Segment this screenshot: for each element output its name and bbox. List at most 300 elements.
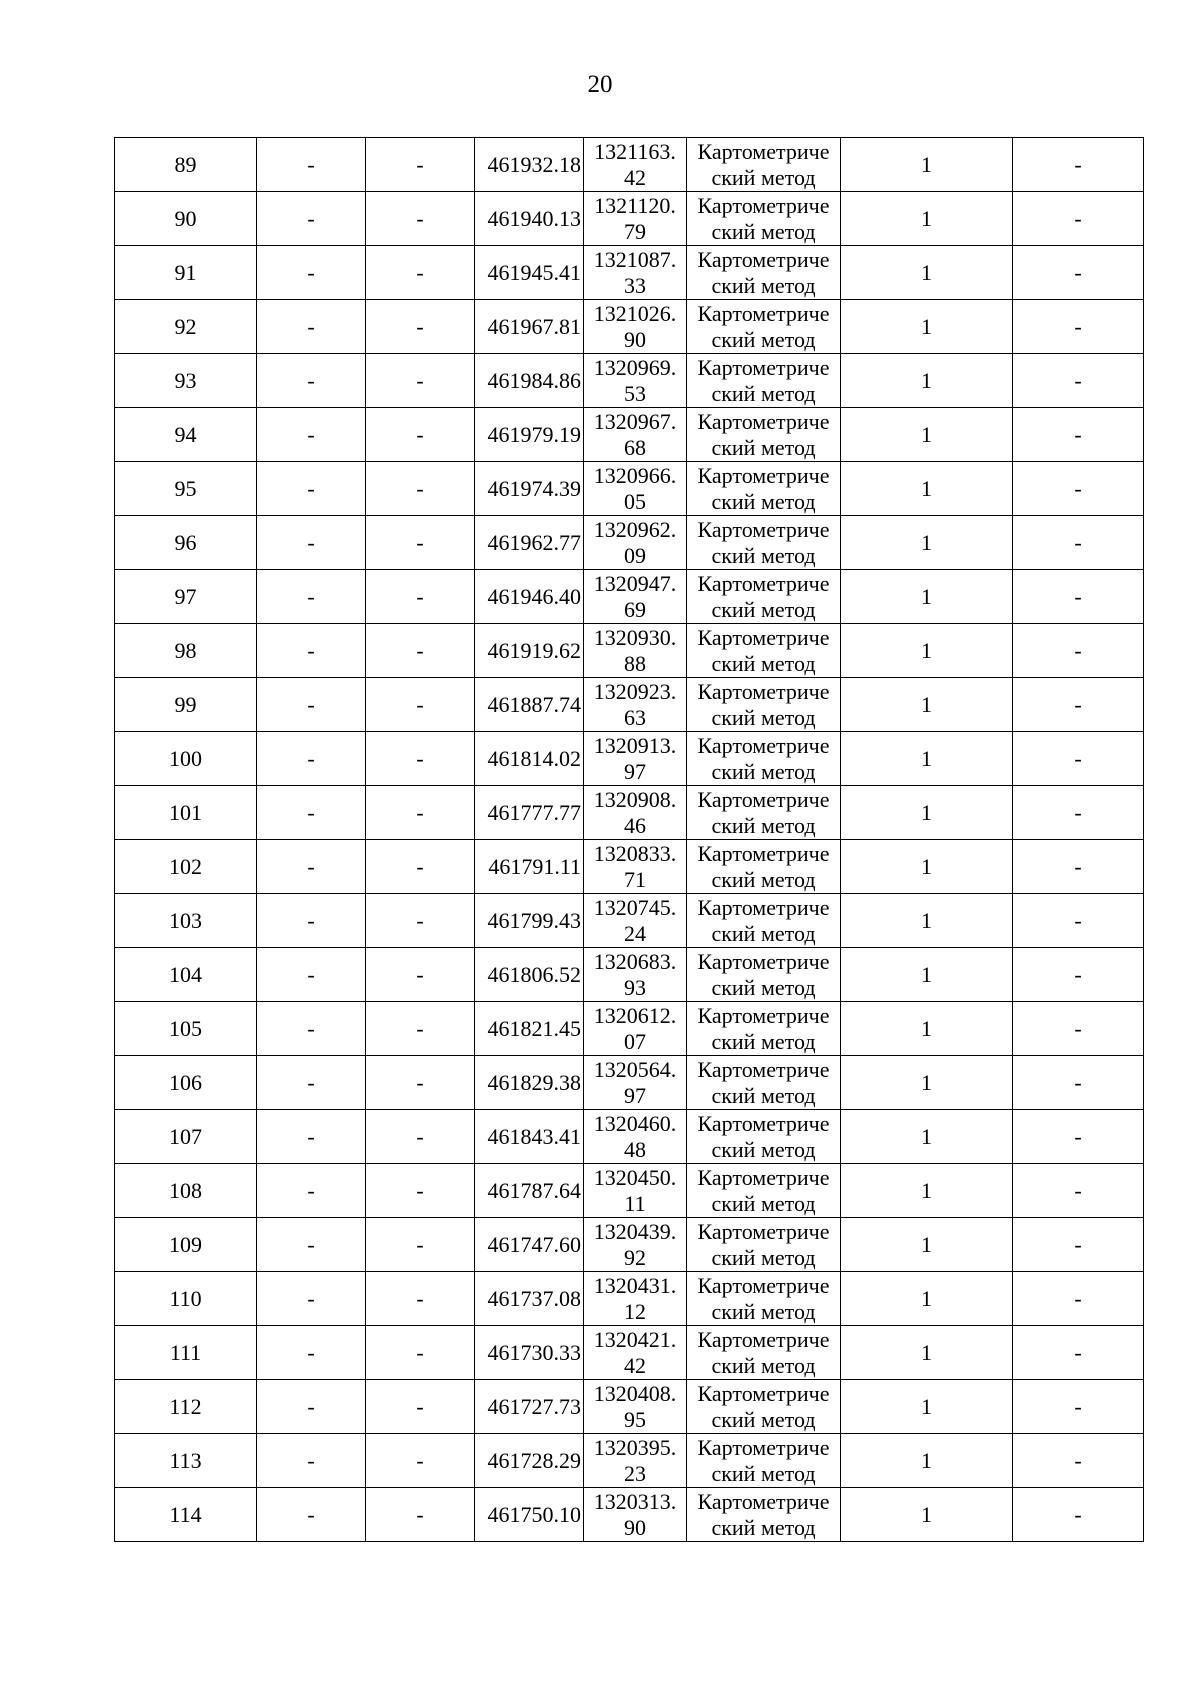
accuracy-cell: 1	[841, 1488, 1013, 1542]
empty-cell-b: -	[366, 246, 475, 300]
y-coordinate-cell	[584, 1002, 687, 1056]
y-coordinate-cell-line-2: 97	[624, 758, 646, 784]
empty-cell-b: -	[366, 570, 475, 624]
empty-cell-b: -	[366, 1380, 475, 1434]
y-coordinate-cell	[584, 462, 687, 516]
x-coordinate-cell: 461787.64	[475, 1164, 584, 1218]
method-cell-line-1: Картометриче	[697, 840, 830, 866]
empty-cell-a: -	[257, 894, 366, 948]
empty-cell-b: -	[366, 678, 475, 732]
method-cell-line-1: Картометриче	[697, 1164, 830, 1190]
x-coordinate-cell: 461946.40	[475, 570, 584, 624]
method-cell-line-2: ский метод	[711, 434, 816, 460]
y-coordinate-cell	[584, 1110, 687, 1164]
y-coordinate-cell-line-2: 53	[624, 380, 646, 406]
last-column-cell: -	[1013, 138, 1144, 192]
method-cell	[687, 1272, 841, 1326]
y-coordinate-cell-line-2: 09	[624, 542, 646, 568]
empty-cell-a: -	[257, 570, 366, 624]
table-row	[115, 948, 1144, 1002]
method-cell-line-2: ский метод	[711, 272, 816, 298]
empty-cell-a: -	[257, 1002, 366, 1056]
y-coordinate-cell	[584, 1488, 687, 1542]
method-cell-line-1: Картометриче	[697, 408, 830, 434]
table-row	[115, 1380, 1144, 1434]
y-coordinate-cell-line-1: 1320913.	[593, 732, 677, 758]
x-coordinate-cell: 461750.10	[475, 1488, 584, 1542]
y-coordinate-cell-line-1: 1321120.	[594, 192, 676, 218]
y-coordinate-cell-line-2: 42	[624, 1352, 646, 1378]
x-coordinate-cell: 461984.86	[475, 354, 584, 408]
method-cell-line-2: ский метод	[711, 812, 816, 838]
y-coordinate-cell-line-2: 42	[624, 164, 646, 190]
method-cell	[687, 1164, 841, 1218]
empty-cell-b: -	[366, 192, 475, 246]
method-cell	[687, 786, 841, 840]
y-coordinate-cell-line-2: 24	[624, 920, 646, 946]
y-coordinate-cell	[584, 624, 687, 678]
empty-cell-b: -	[366, 138, 475, 192]
empty-cell-a: -	[257, 786, 366, 840]
y-coordinate-cell	[584, 1272, 687, 1326]
y-coordinate-cell-line-2: 79	[624, 218, 646, 244]
accuracy-cell: 1	[841, 1164, 1013, 1218]
method-cell-line-2: ский метод	[711, 1136, 816, 1162]
last-column-cell: -	[1013, 1488, 1144, 1542]
accuracy-cell: 1	[841, 678, 1013, 732]
y-coordinate-cell-line-1: 1321087.	[593, 246, 677, 272]
method-cell-line-1: Картометриче	[697, 1380, 830, 1406]
accuracy-cell: 1	[841, 516, 1013, 570]
method-cell	[687, 1002, 841, 1056]
y-coordinate-cell	[584, 1326, 687, 1380]
x-coordinate-cell: 461747.60	[475, 1218, 584, 1272]
accuracy-cell: 1	[841, 1218, 1013, 1272]
accuracy-cell: 1	[841, 1380, 1013, 1434]
y-coordinate-cell-line-1: 1320421.	[593, 1326, 677, 1352]
empty-cell-b: -	[366, 1164, 475, 1218]
y-coordinate-cell	[584, 1164, 687, 1218]
x-coordinate-cell: 461887.74	[475, 678, 584, 732]
y-coordinate-cell-line-1: 1320947.	[593, 570, 677, 596]
y-coordinate-cell-line-2: 05	[624, 488, 646, 514]
point-number-cell: 103	[115, 894, 257, 948]
last-column-cell: -	[1013, 408, 1144, 462]
y-coordinate-cell-line-1: 1320408.	[593, 1380, 677, 1406]
empty-cell-b: -	[366, 840, 475, 894]
point-number-cell: 95	[115, 462, 257, 516]
y-coordinate-cell-line-1: 1320439.	[593, 1218, 677, 1244]
x-coordinate-cell: 461791.11	[475, 840, 584, 894]
method-cell	[687, 516, 841, 570]
point-number-cell: 111	[115, 1326, 257, 1380]
method-cell-line-1: Картометриче	[697, 246, 830, 272]
point-number-cell: 92	[115, 300, 257, 354]
empty-cell-a: -	[257, 246, 366, 300]
accuracy-cell: 1	[841, 1326, 1013, 1380]
y-coordinate-cell-line-2: 48	[624, 1136, 646, 1162]
accuracy-cell: 1	[841, 624, 1013, 678]
accuracy-cell: 1	[841, 732, 1013, 786]
y-coordinate-cell-line-2: 97	[624, 1082, 646, 1108]
table-row	[115, 462, 1144, 516]
point-number-cell: 97	[115, 570, 257, 624]
accuracy-cell: 1	[841, 570, 1013, 624]
empty-cell-a: -	[257, 300, 366, 354]
empty-cell-b: -	[366, 354, 475, 408]
x-coordinate-cell: 461945.41	[475, 246, 584, 300]
last-column-cell: -	[1013, 354, 1144, 408]
method-cell-line-1: Картометриче	[697, 1002, 830, 1028]
empty-cell-a: -	[257, 1164, 366, 1218]
point-number-cell: 99	[115, 678, 257, 732]
method-cell-line-1: Картометриче	[697, 354, 830, 380]
method-cell-line-1: Картометриче	[697, 678, 830, 704]
empty-cell-b: -	[366, 1434, 475, 1488]
point-number-cell: 98	[115, 624, 257, 678]
y-coordinate-cell-line-1: 1320833.	[593, 840, 677, 866]
empty-cell-b: -	[366, 948, 475, 1002]
x-coordinate-cell: 461799.43	[475, 894, 584, 948]
method-cell-line-2: ский метод	[711, 1352, 816, 1378]
method-cell-line-2: ский метод	[711, 1298, 816, 1324]
last-column-cell: -	[1013, 624, 1144, 678]
method-cell-line-1: Картометриче	[697, 1326, 830, 1352]
empty-cell-a: -	[257, 1488, 366, 1542]
coordinates-table	[114, 137, 1144, 1542]
y-coordinate-cell	[584, 192, 687, 246]
empty-cell-a: -	[257, 624, 366, 678]
accuracy-cell: 1	[841, 192, 1013, 246]
y-coordinate-cell-line-2: 88	[624, 650, 646, 676]
empty-cell-a: -	[257, 192, 366, 246]
empty-cell-a: -	[257, 1056, 366, 1110]
empty-cell-a: -	[257, 516, 366, 570]
empty-cell-a: -	[257, 408, 366, 462]
method-cell-line-1: Картометриче	[697, 1110, 830, 1136]
accuracy-cell: 1	[841, 840, 1013, 894]
x-coordinate-cell: 461814.02	[475, 732, 584, 786]
empty-cell-b: -	[366, 1110, 475, 1164]
method-cell-line-2: ский метод	[711, 866, 816, 892]
empty-cell-b: -	[366, 462, 475, 516]
last-column-cell: -	[1013, 1380, 1144, 1434]
last-column-cell: -	[1013, 1326, 1144, 1380]
empty-cell-a: -	[257, 678, 366, 732]
point-number-cell: 114	[115, 1488, 257, 1542]
x-coordinate-cell: 461821.45	[475, 1002, 584, 1056]
point-number-cell: 109	[115, 1218, 257, 1272]
y-coordinate-cell	[584, 1056, 687, 1110]
y-coordinate-cell-line-2: 90	[624, 1514, 646, 1540]
method-cell-line-2: ский метод	[711, 1244, 816, 1270]
last-column-cell: -	[1013, 300, 1144, 354]
last-column-cell: -	[1013, 1272, 1144, 1326]
method-cell-line-2: ский метод	[711, 1460, 816, 1486]
y-coordinate-cell	[584, 408, 687, 462]
point-number-cell: 90	[115, 192, 257, 246]
accuracy-cell: 1	[841, 138, 1013, 192]
table-row	[115, 1488, 1144, 1542]
method-cell	[687, 354, 841, 408]
accuracy-cell: 1	[841, 948, 1013, 1002]
x-coordinate-cell: 461940.13	[475, 192, 584, 246]
method-cell	[687, 732, 841, 786]
x-coordinate-cell: 461806.52	[475, 948, 584, 1002]
x-coordinate-cell: 461919.62	[475, 624, 584, 678]
accuracy-cell: 1	[841, 300, 1013, 354]
y-coordinate-cell-line-1: 1320930.	[593, 624, 677, 650]
y-coordinate-cell	[584, 1380, 687, 1434]
y-coordinate-cell-line-1: 1320969.	[593, 354, 677, 380]
point-number-cell: 112	[115, 1380, 257, 1434]
table-row	[115, 300, 1144, 354]
empty-cell-a: -	[257, 948, 366, 1002]
accuracy-cell: 1	[841, 354, 1013, 408]
method-cell-line-2: ский метод	[711, 380, 816, 406]
y-coordinate-cell	[584, 516, 687, 570]
y-coordinate-cell-line-1: 1320745.	[593, 894, 677, 920]
table-row	[115, 1218, 1144, 1272]
point-number-cell: 89	[115, 138, 257, 192]
last-column-cell: -	[1013, 894, 1144, 948]
y-coordinate-cell-line-1: 1320395.	[593, 1434, 677, 1460]
method-cell-line-1: Картометриче	[697, 1056, 830, 1082]
accuracy-cell: 1	[841, 1056, 1013, 1110]
point-number-cell: 91	[115, 246, 257, 300]
method-cell	[687, 1326, 841, 1380]
table-row	[115, 192, 1144, 246]
last-column-cell: -	[1013, 732, 1144, 786]
y-coordinate-cell-line-2: 95	[624, 1406, 646, 1432]
empty-cell-a: -	[257, 462, 366, 516]
method-cell	[687, 1488, 841, 1542]
x-coordinate-cell: 461962.77	[475, 516, 584, 570]
method-cell-line-1: Картометриче	[697, 192, 830, 218]
method-cell-line-2: ский метод	[711, 218, 816, 244]
point-number-cell: 107	[115, 1110, 257, 1164]
last-column-cell: -	[1013, 462, 1144, 516]
x-coordinate-cell: 461777.77	[475, 786, 584, 840]
last-column-cell: -	[1013, 192, 1144, 246]
y-coordinate-cell-line-2: 71	[624, 866, 646, 892]
method-cell-line-1: Картометриче	[697, 1218, 830, 1244]
last-column-cell: -	[1013, 1434, 1144, 1488]
method-cell-line-1: Картометриче	[697, 570, 830, 596]
table-row	[115, 624, 1144, 678]
y-coordinate-cell-line-1: 1320908.	[593, 786, 677, 812]
method-cell-line-1: Картометриче	[697, 462, 830, 488]
table-row	[115, 840, 1144, 894]
method-cell	[687, 840, 841, 894]
y-coordinate-cell	[584, 948, 687, 1002]
y-coordinate-cell-line-2: 93	[624, 974, 646, 1000]
accuracy-cell: 1	[841, 786, 1013, 840]
empty-cell-b: -	[366, 516, 475, 570]
y-coordinate-cell-line-1: 1320962.	[593, 516, 677, 542]
y-coordinate-cell	[584, 1434, 687, 1488]
x-coordinate-cell: 461979.19	[475, 408, 584, 462]
point-number-cell: 101	[115, 786, 257, 840]
table-row	[115, 138, 1144, 192]
method-cell-line-2: ский метод	[711, 1082, 816, 1108]
empty-cell-b: -	[366, 408, 475, 462]
y-coordinate-cell-line-1: 1320450.	[593, 1164, 677, 1190]
last-column-cell: -	[1013, 1056, 1144, 1110]
x-coordinate-cell: 461967.81	[475, 300, 584, 354]
y-coordinate-cell-line-1: 1320923.	[593, 678, 677, 704]
method-cell	[687, 678, 841, 732]
y-coordinate-cell	[584, 570, 687, 624]
empty-cell-b: -	[366, 786, 475, 840]
table-row	[115, 894, 1144, 948]
method-cell	[687, 246, 841, 300]
y-coordinate-cell-line-2: 69	[624, 596, 646, 622]
last-column-cell: -	[1013, 786, 1144, 840]
point-number-cell: 110	[115, 1272, 257, 1326]
y-coordinate-cell	[584, 678, 687, 732]
x-coordinate-cell: 461932.18	[475, 138, 584, 192]
last-column-cell: -	[1013, 570, 1144, 624]
table-row	[115, 408, 1144, 462]
page-number: 20	[587, 71, 613, 98]
y-coordinate-cell	[584, 786, 687, 840]
empty-cell-a: -	[257, 138, 366, 192]
empty-cell-a: -	[257, 732, 366, 786]
method-cell-line-1: Картометриче	[697, 516, 830, 542]
method-cell	[687, 1056, 841, 1110]
accuracy-cell: 1	[841, 1110, 1013, 1164]
method-cell-line-1: Картометриче	[697, 732, 830, 758]
empty-cell-a: -	[257, 1380, 366, 1434]
method-cell-line-2: ский метод	[711, 1406, 816, 1432]
table-row	[115, 678, 1144, 732]
table-row	[115, 1434, 1144, 1488]
accuracy-cell: 1	[841, 462, 1013, 516]
method-cell-line-1: Картометриче	[697, 138, 830, 164]
last-column-cell: -	[1013, 1218, 1144, 1272]
y-coordinate-cell-line-2: 92	[624, 1244, 646, 1270]
x-coordinate-cell: 461974.39	[475, 462, 584, 516]
empty-cell-a: -	[257, 840, 366, 894]
method-cell-line-2: ский метод	[711, 326, 816, 352]
method-cell	[687, 1434, 841, 1488]
last-column-cell: -	[1013, 1110, 1144, 1164]
accuracy-cell: 1	[841, 408, 1013, 462]
empty-cell-b: -	[366, 1272, 475, 1326]
table-row	[115, 732, 1144, 786]
method-cell	[687, 192, 841, 246]
last-column-cell: -	[1013, 678, 1144, 732]
y-coordinate-cell-line-1: 1320460.	[593, 1110, 677, 1136]
table-row	[115, 516, 1144, 570]
method-cell-line-2: ский метод	[711, 1514, 816, 1540]
y-coordinate-cell	[584, 894, 687, 948]
method-cell	[687, 300, 841, 354]
x-coordinate-cell: 461727.73	[475, 1380, 584, 1434]
method-cell	[687, 570, 841, 624]
x-coordinate-cell: 461728.29	[475, 1434, 584, 1488]
method-cell-line-1: Картометриче	[697, 894, 830, 920]
accuracy-cell: 1	[841, 1434, 1013, 1488]
accuracy-cell: 1	[841, 1272, 1013, 1326]
method-cell-line-1: Картометриче	[697, 1488, 830, 1514]
method-cell	[687, 462, 841, 516]
y-coordinate-cell-line-2: 63	[624, 704, 646, 730]
y-coordinate-cell-line-2: 12	[624, 1298, 646, 1324]
method-cell-line-1: Картометриче	[697, 1272, 830, 1298]
table-row	[115, 1110, 1144, 1164]
y-coordinate-cell-line-2: 33	[624, 272, 646, 298]
empty-cell-b: -	[366, 732, 475, 786]
y-coordinate-cell-line-1: 1320967.	[593, 408, 677, 434]
empty-cell-a: -	[257, 1326, 366, 1380]
y-coordinate-cell-line-1: 1320564.	[593, 1056, 677, 1082]
method-cell-line-2: ский метод	[711, 704, 816, 730]
y-coordinate-cell-line-2: 46	[624, 812, 646, 838]
method-cell	[687, 624, 841, 678]
y-coordinate-cell-line-1: 1320313.	[593, 1488, 677, 1514]
table-row	[115, 1056, 1144, 1110]
y-coordinate-cell-line-2: 68	[624, 434, 646, 460]
point-number-cell: 93	[115, 354, 257, 408]
table-row	[115, 354, 1144, 408]
y-coordinate-cell-line-1: 1321026.	[593, 300, 677, 326]
y-coordinate-cell	[584, 1218, 687, 1272]
table-row	[115, 1326, 1144, 1380]
empty-cell-a: -	[257, 1110, 366, 1164]
last-column-cell: -	[1013, 246, 1144, 300]
y-coordinate-cell-line-2: 07	[624, 1028, 646, 1054]
accuracy-cell: 1	[841, 894, 1013, 948]
method-cell-line-2: ский метод	[711, 1190, 816, 1216]
method-cell-line-2: ский метод	[711, 974, 816, 1000]
y-coordinate-cell-line-2: 11	[624, 1190, 646, 1216]
point-number-cell: 102	[115, 840, 257, 894]
table-row	[115, 1164, 1144, 1218]
method-cell	[687, 1218, 841, 1272]
accuracy-cell: 1	[841, 1002, 1013, 1056]
x-coordinate-cell: 461737.08	[475, 1272, 584, 1326]
method-cell-line-2: ский метод	[711, 164, 816, 190]
y-coordinate-cell	[584, 300, 687, 354]
accuracy-cell: 1	[841, 246, 1013, 300]
empty-cell-a: -	[257, 1218, 366, 1272]
y-coordinate-cell	[584, 138, 687, 192]
method-cell-line-1: Картометриче	[697, 1434, 830, 1460]
x-coordinate-cell: 461730.33	[475, 1326, 584, 1380]
empty-cell-b: -	[366, 1056, 475, 1110]
y-coordinate-cell-line-2: 90	[624, 326, 646, 352]
empty-cell-b: -	[366, 1326, 475, 1380]
method-cell	[687, 408, 841, 462]
method-cell-line-1: Картометриче	[697, 624, 830, 650]
empty-cell-a: -	[257, 354, 366, 408]
method-cell-line-2: ский метод	[711, 650, 816, 676]
empty-cell-b: -	[366, 300, 475, 354]
last-column-cell: -	[1013, 948, 1144, 1002]
empty-cell-a: -	[257, 1434, 366, 1488]
method-cell-line-2: ский метод	[711, 758, 816, 784]
empty-cell-b: -	[366, 1002, 475, 1056]
point-number-cell: 113	[115, 1434, 257, 1488]
table-row	[115, 246, 1144, 300]
method-cell-line-2: ский метод	[711, 1028, 816, 1054]
method-cell	[687, 948, 841, 1002]
table-row	[115, 1002, 1144, 1056]
point-number-cell: 104	[115, 948, 257, 1002]
point-number-cell: 108	[115, 1164, 257, 1218]
